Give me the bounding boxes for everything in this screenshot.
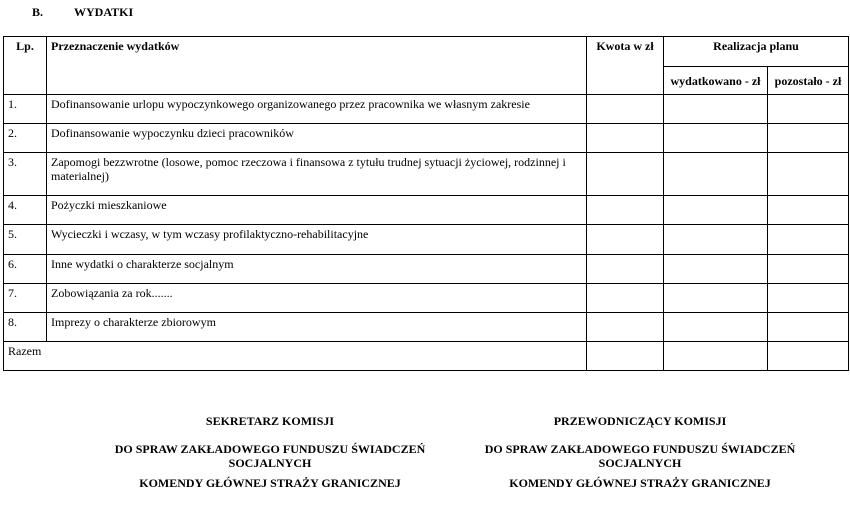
spent-cell bbox=[664, 225, 768, 255]
amount-cell bbox=[587, 196, 664, 225]
remaining-cell bbox=[768, 225, 849, 255]
row-number: 3. bbox=[4, 153, 47, 196]
spent-cell bbox=[664, 255, 768, 284]
remaining-cell bbox=[768, 153, 849, 196]
expenses-table bbox=[3, 36, 849, 371]
row-number: 4. bbox=[4, 196, 47, 225]
amount-cell bbox=[587, 284, 664, 313]
spent-cell bbox=[664, 124, 768, 153]
section-letter: B. bbox=[32, 5, 44, 19]
table-row bbox=[4, 284, 849, 313]
remaining-cell bbox=[768, 196, 849, 225]
row-purpose: Zobowiązania za rok....... bbox=[47, 284, 587, 313]
signature-org: KOMENDY GŁÓWNEJ STRAŻY GRANICZNEJ bbox=[139, 476, 401, 490]
amount-cell bbox=[587, 124, 664, 153]
chairman-signature bbox=[460, 414, 820, 490]
row-number: 6. bbox=[4, 255, 47, 284]
spent-cell bbox=[664, 284, 768, 313]
spent-cell bbox=[664, 95, 768, 124]
row-number: 7. bbox=[4, 284, 47, 313]
amount-cell bbox=[587, 255, 664, 284]
amount-cell bbox=[587, 313, 664, 342]
row-purpose: Zapomogi bezzwrotne (losowe, pomoc rzeczowa i finansowa z tytułu trudnej sytuacji życiowej, rodzinnej i materialnej) bbox=[47, 153, 587, 196]
amount-cell bbox=[587, 95, 664, 124]
row-purpose: Pożyczki mieszkaniowe bbox=[47, 196, 587, 225]
table-row bbox=[4, 196, 849, 225]
row-number: 5. bbox=[4, 225, 47, 255]
table-row bbox=[4, 313, 849, 342]
header-spent: wydatkowano - zł bbox=[664, 67, 768, 95]
signature-role: SEKRETARZ KOMISJI bbox=[205, 414, 335, 428]
remaining-cell bbox=[768, 313, 849, 342]
table-row bbox=[4, 255, 849, 284]
table-row bbox=[4, 153, 849, 196]
row-purpose: Inne wydatki o charakterze socjalnym bbox=[47, 255, 587, 284]
table-row bbox=[4, 225, 849, 255]
remaining-cell bbox=[768, 255, 849, 284]
row-number: 8. bbox=[4, 313, 47, 342]
section-heading bbox=[32, 5, 134, 20]
amount-cell bbox=[587, 225, 664, 255]
total-label: Razem bbox=[4, 342, 587, 371]
row-number: 1. bbox=[4, 95, 47, 124]
signature-role: PRZEWODNICZĄCY KOMISJI bbox=[553, 414, 727, 428]
header-purpose: Przeznaczenie wydatków bbox=[47, 37, 587, 95]
table-row bbox=[4, 124, 849, 153]
spent-cell bbox=[664, 342, 768, 371]
secretary-signature bbox=[90, 414, 450, 490]
signature-body: DO SPRAW ZAKŁADOWEGO FUNDUSZU ŚWIADCZEŃ SOCJALNYCH bbox=[484, 442, 796, 470]
spent-cell bbox=[664, 196, 768, 225]
row-number: 2. bbox=[4, 124, 47, 153]
spent-cell bbox=[664, 153, 768, 196]
row-purpose: Wycieczki i wczasy, w tym wczasy profilaktyczno-rehabilitacyjne bbox=[47, 225, 587, 255]
remaining-cell bbox=[768, 95, 849, 124]
amount-cell bbox=[587, 153, 664, 196]
row-purpose: Dofinansowanie urlopu wypoczynkowego organizowanego przez pracownika we własnym zakresie bbox=[47, 95, 587, 124]
header-plan: Realizacja planu bbox=[664, 37, 849, 67]
table-header-row bbox=[4, 37, 849, 67]
amount-cell bbox=[587, 342, 664, 371]
spent-cell bbox=[664, 313, 768, 342]
remaining-cell bbox=[768, 124, 849, 153]
signature-org: KOMENDY GŁÓWNEJ STRAŻY GRANICZNEJ bbox=[509, 476, 771, 490]
total-row bbox=[4, 342, 849, 371]
signature-body: DO SPRAW ZAKŁADOWEGO FUNDUSZU ŚWIADCZEŃ SOCJALNYCH bbox=[114, 442, 426, 470]
row-purpose: Imprezy o charakterze zbiorowym bbox=[47, 313, 587, 342]
section-title: WYDATKI bbox=[74, 5, 134, 19]
header-lp: Lp. bbox=[4, 37, 47, 95]
row-purpose: Dofinansowanie wypoczynku dzieci pracowników bbox=[47, 124, 587, 153]
table-row bbox=[4, 95, 849, 124]
remaining-cell bbox=[768, 342, 849, 371]
header-amount: Kwota w zł bbox=[587, 37, 664, 95]
header-remaining: pozostało - zł bbox=[768, 67, 849, 95]
remaining-cell bbox=[768, 284, 849, 313]
